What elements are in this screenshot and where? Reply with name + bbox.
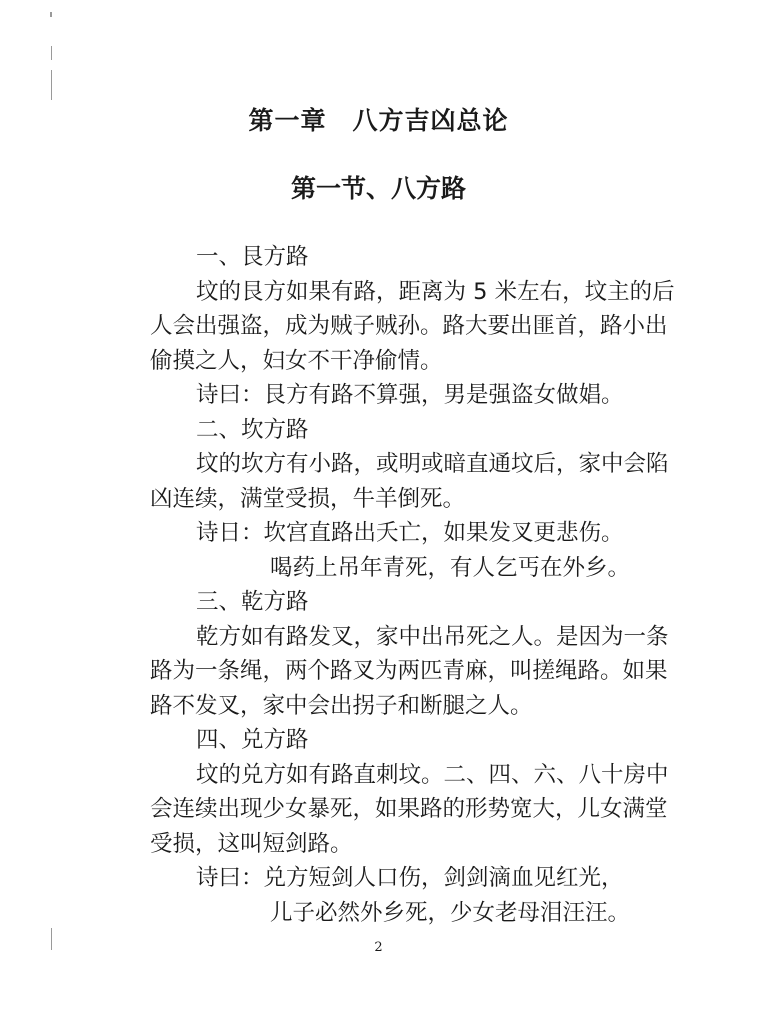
page-number: 2	[374, 940, 383, 955]
text-line: 路不发叉，家中会出拐子和断腿之人。	[150, 692, 533, 719]
text-line: 一、艮方路	[196, 244, 309, 270]
section-title: 第一节、八方路	[290, 174, 466, 203]
text-line: 三、乾方路	[196, 589, 309, 615]
text-line: 人会出强盗，成为贼子贼孙。路大要出匪首，路小出	[150, 313, 668, 339]
text-line: 诗曰：艮方有路不算强，男是强盗女做娼。	[196, 382, 624, 408]
text-line: 乾方如有路发叉，家中出吊死之人。是因为一条	[196, 623, 669, 650]
text-line: 坟的艮方如果有路，距离为 5 米左右，坟主的后	[196, 278, 675, 305]
chapter-title: 第一章 八方吉凶总论	[248, 106, 509, 135]
text-line: 四、兑方路	[196, 727, 309, 753]
scan-artifact	[51, 70, 52, 100]
text-line: 诗日：坎宫直路出夭亡，如果发叉更悲伤。	[196, 520, 624, 546]
text-line: 受损，这叫短剑路。	[150, 830, 353, 857]
scan-artifact	[51, 46, 52, 60]
text-line: 喝药上吊年青死，有人乞丐在外乡。	[270, 554, 631, 581]
text-line: 坟的坎方有小路，或明或暗直通坟后，家中会陷	[196, 451, 669, 477]
text-line: 凶连续，满堂受损，牛羊倒死。	[150, 485, 466, 512]
text-line: 诗曰：兑方短剑人口伤，剑剑滴血见红光，	[196, 865, 624, 891]
text-line: 路为一条绳，两个路叉为两匹青麻，叫搓绳路。如果	[150, 658, 668, 684]
scan-artifact	[50, 12, 52, 17]
text-line: 会连续出现少女暴死，如果路的形势宽大，儿女满堂	[150, 796, 668, 822]
body-text	[150, 240, 710, 930]
text-line: 儿子必然外乡死，少女老母泪汪汪。	[270, 899, 631, 926]
text-line: 二、坎方路	[196, 416, 309, 443]
text-line: 坟的兑方如有路直刺坟。二、四、六、八十房中	[196, 761, 669, 788]
text-line: 偷摸之人，妇女不干净偷情。	[150, 347, 443, 374]
